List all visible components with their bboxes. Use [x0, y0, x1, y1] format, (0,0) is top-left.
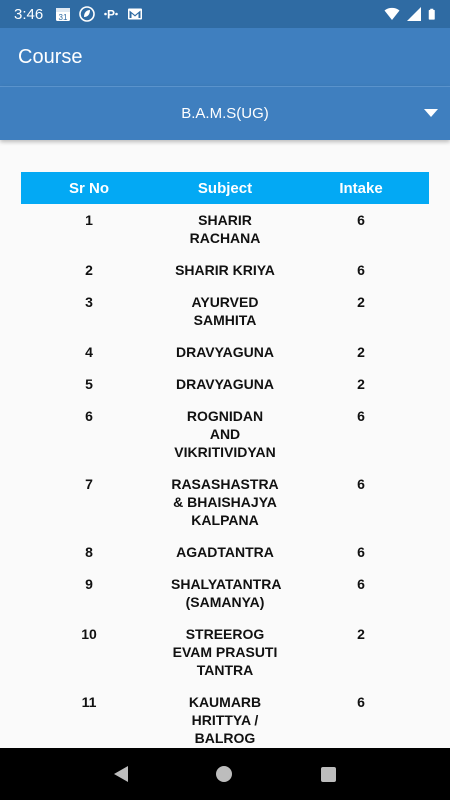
cell-intake: 6	[357, 476, 365, 492]
wifi-icon	[384, 6, 400, 22]
back-icon[interactable]	[114, 766, 128, 782]
notification-icons	[55, 6, 143, 22]
cell-subject: STREEROG EVAM PRASUTI TANTRA	[172, 626, 278, 678]
cell-subject: AYURVED SAMHITA	[191, 294, 259, 328]
cell-intake: 2	[357, 376, 365, 392]
cell-intake: 6	[357, 576, 365, 592]
status-bar	[0, 0, 450, 28]
cell-intake: 2	[357, 294, 365, 310]
cell-subject: ROGNIDAN AND VIKRITIVIDYAN	[174, 408, 276, 460]
cell-subject: DRAVYAGUNA	[175, 344, 274, 360]
cell-sr-no: 5	[85, 376, 93, 392]
dropdown-arrow-icon[interactable]	[424, 109, 438, 117]
cell-subject: SHARIR KRIYA	[175, 262, 275, 278]
gmail-icon	[127, 6, 143, 22]
cell-sr-no: 10	[81, 626, 97, 642]
table-body	[21, 204, 429, 754]
cell-sr-no: 1	[85, 212, 93, 228]
cell-intake: 6	[357, 262, 365, 278]
table-row	[21, 204, 429, 254]
table-header	[21, 172, 429, 204]
table-row	[21, 468, 429, 536]
table-row	[21, 686, 429, 754]
cell-subject: DRAVYAGUNA	[175, 376, 274, 392]
svg-text:31: 31	[58, 13, 68, 22]
cell-sr-no: 9	[85, 576, 93, 592]
cell-subject: RASASHASTRA & BHAISHAJYA KALPANA	[171, 476, 279, 528]
navigation-bar	[0, 748, 450, 800]
cell-sr-no: 2	[85, 262, 93, 278]
table-row	[21, 254, 429, 286]
table-row	[21, 618, 429, 686]
system-icons	[384, 6, 440, 22]
status-time: 3:46	[14, 5, 44, 23]
cell-intake: 2	[357, 344, 365, 360]
cell-sr-no: 11	[81, 694, 97, 710]
course-dropdown-value: B.A.M.S(UG)	[181, 105, 269, 122]
cell-intake: 6	[357, 408, 365, 424]
cell-intake: 6	[357, 212, 365, 228]
table-row	[21, 568, 429, 618]
table-row	[21, 336, 429, 368]
cell-sr-no: 4	[85, 344, 93, 360]
cell-sr-no: 8	[85, 544, 93, 560]
signal-icon	[406, 6, 422, 22]
header-subject: Subject	[197, 179, 253, 197]
recent-apps-icon[interactable]	[321, 767, 336, 782]
cell-sr-no: 3	[85, 294, 93, 310]
cell-subject: KAUMARB HRITTYA / BALROG	[188, 694, 262, 746]
course-dropdown[interactable]	[0, 86, 450, 140]
table-row	[21, 368, 429, 400]
subject-table	[21, 172, 429, 754]
cell-intake: 6	[357, 544, 365, 560]
cell-subject: AGADTANTRA	[176, 544, 274, 560]
parking-icon	[103, 6, 119, 22]
cell-intake: 6	[357, 694, 365, 710]
calendar-icon	[55, 6, 71, 22]
cell-subject: SHARIR RACHANA	[189, 212, 261, 246]
app-bar	[0, 28, 450, 86]
page-title: Course	[18, 45, 83, 68]
table-row	[21, 400, 429, 468]
cell-sr-no: 7	[85, 476, 93, 492]
cell-intake: 2	[357, 626, 365, 642]
leaf-icon	[79, 6, 95, 22]
header-sr-no: Sr No	[68, 179, 109, 197]
cell-subject: SHALYATANTRA (SAMANYA)	[171, 576, 282, 610]
cell-sr-no: 6	[85, 408, 93, 424]
battery-icon	[428, 6, 440, 22]
table-row	[21, 536, 429, 568]
home-icon[interactable]	[216, 766, 232, 782]
header-intake: Intake	[339, 179, 383, 197]
table-row	[21, 286, 429, 336]
svg-text:P: P	[107, 7, 116, 22]
